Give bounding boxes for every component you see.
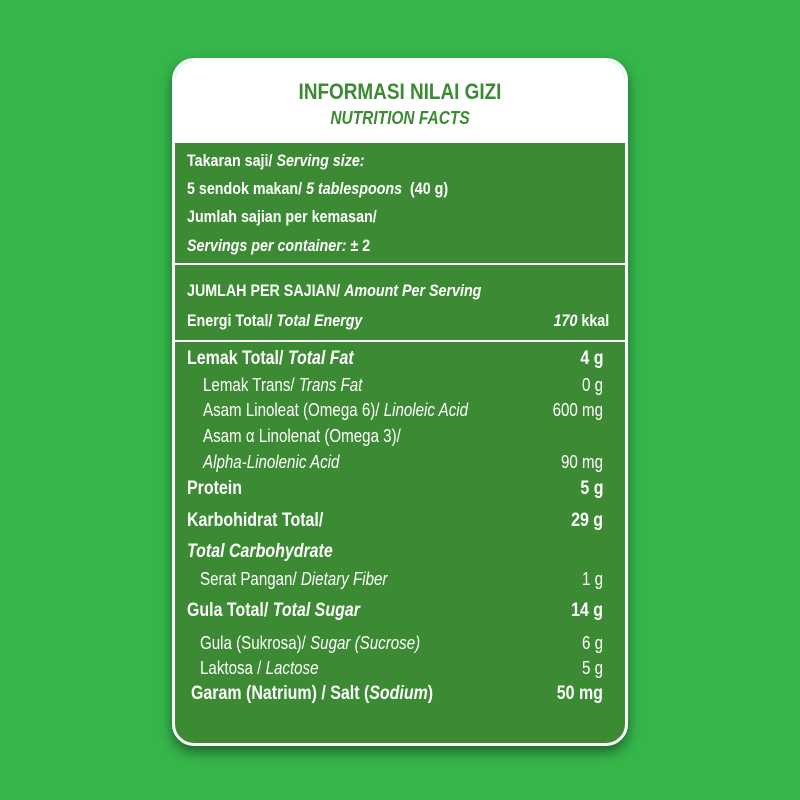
dietary-fiber-value: 1 g [581,569,603,589]
total-energy-value: 170 kkal [553,311,609,330]
protein-value: 5 g [579,478,603,499]
trans-fat-label: Lemak Trans/ Trans Fat [203,375,363,395]
total-carb-value: 29 g [571,510,603,531]
dietary-fiber-label: Serat Pangan/ Dietary Fiber [200,569,388,589]
panel-header [175,61,625,143]
trans-fat-value: 0 g [581,375,603,395]
lactose-value: 5 g [581,658,603,678]
linoleic-acid-value: 600 mg [552,400,603,420]
total-sugar-value: 14 g [571,600,603,621]
total-carb-label-en: Total Carbohydrate [187,541,333,562]
panel-subtitle: NUTRITION FACTS [330,108,470,128]
servings-per-pack-value: Servings per container: ± 2 [187,236,371,255]
section-divider [175,340,625,342]
section-divider [175,263,625,265]
alpha-linolenic-label-en: Alpha-Linolenic Acid [203,452,340,472]
lactose-label: Laktosa / Lactose [200,658,319,678]
panel-title: INFORMASI NILAI GIZI [298,79,502,104]
sucrose-label: Gula (Sukrosa)/ Sugar (Sucrose) [200,633,421,653]
salt-sodium-label: Garam (Natrium) / Salt (Sodium) [191,683,434,704]
total-fat-label: Lemak Total/ Total Fat [187,348,354,369]
total-carb-label: Karbohidrat Total/ [187,510,324,531]
sucrose-value: 6 g [581,633,603,653]
serving-size-label: Takaran saji/ Serving size: [187,151,365,170]
total-fat-value: 4 g [579,348,603,369]
total-energy-label: Energi Total/ Total Energy [187,311,363,330]
protein-label: Protein [187,478,242,499]
amount-per-serving-heading: JUMLAH PER SAJIAN/ Amount Per Serving [187,281,482,300]
alpha-linolenic-label: Asam α Linolenat (Omega 3)/ [203,426,401,446]
alpha-linolenic-value: 90 mg [560,452,603,472]
nutrition-facts-panel [172,58,628,746]
salt-sodium-value: 50 mg [556,683,603,704]
total-sugar-label: Gula Total/ Total Sugar [187,600,360,621]
serving-size-value: 5 sendok makan/ 5 tablespoons (40 g) [187,179,449,198]
servings-per-pack-label: Jumlah sajian per kemasan/ [187,207,377,226]
linoleic-acid-label: Asam Linoleat (Omega 6)/ Linoleic Acid [203,400,469,420]
